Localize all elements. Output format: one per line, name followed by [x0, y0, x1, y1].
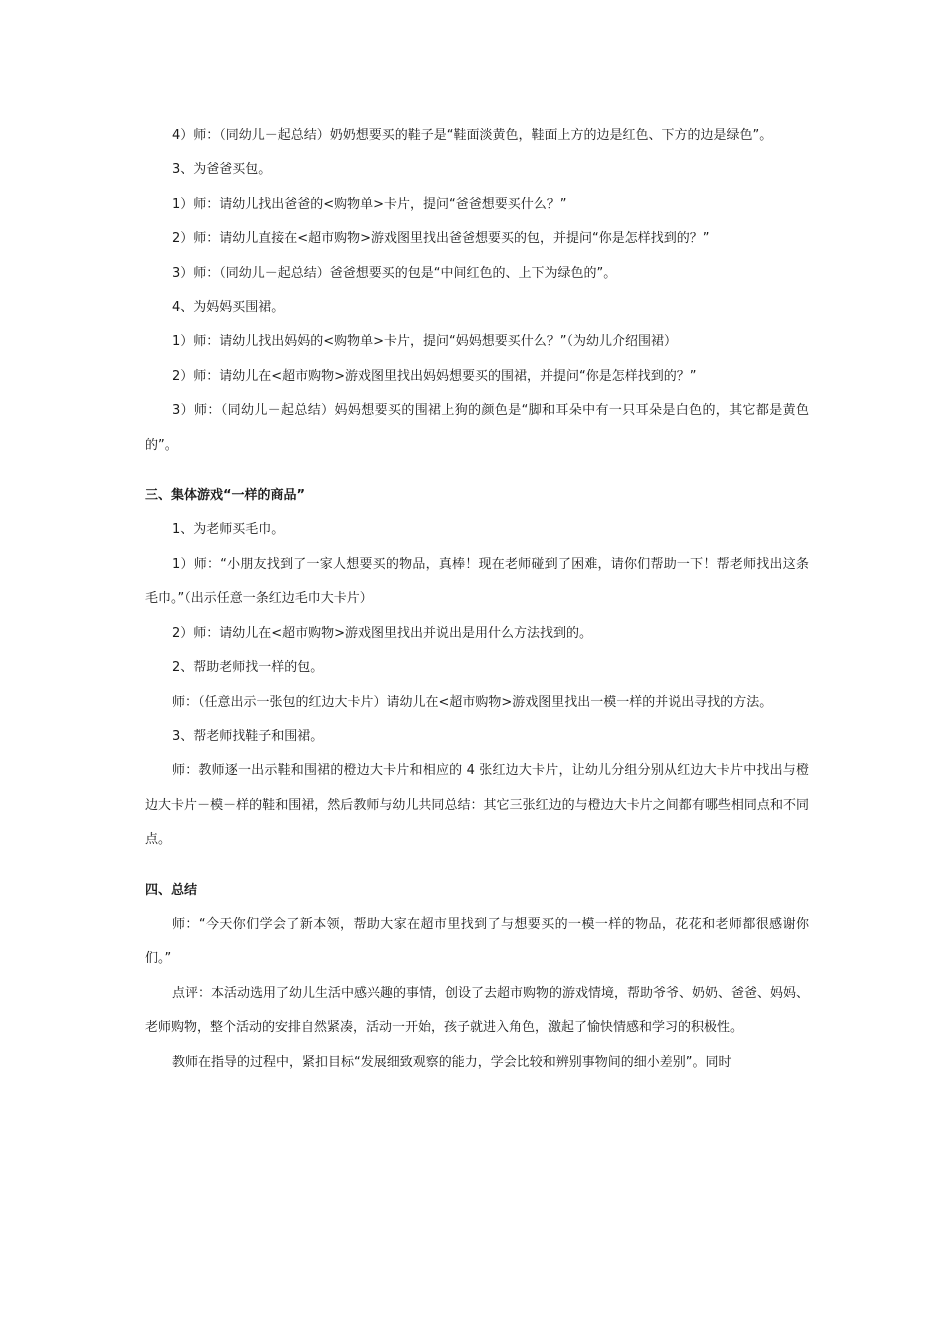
paragraph: 师：“今天你们学会了新本领，帮助大家在超市里找到了与想要买的一模一样的物品，花花和老师都很感谢你们。”: [145, 916, 809, 967]
paragraph: 师：教师逐一出示鞋和围裙的橙边大卡片和相应的 4 张红边大卡片，让幼儿分组分别从红边大卡片中找出与橙边大卡片－模－样的鞋和围裙，然后教师与幼儿共同总结：其它三张红边的与橙边大卡片之间都有哪些相同点和不同点。: [145, 763, 809, 848]
paragraph: 3、帮老师找鞋子和围裙。: [172, 728, 324, 744]
paragraph: 3）师：（同幼儿－起总结）妈妈想要买的围裙上狗的颜色是“脚和耳朵中有一只耳朵是白色的，其它都是黄色的”。: [145, 403, 809, 453]
paragraph: 2）师：请幼儿在<超市购物>游戏图里找出妈妈想要买的围裙，并提问“你是怎样找到的？”: [172, 368, 697, 384]
paragraph: 3）师：（同幼儿－起总结）爸爸想要买的包是“中间红色的、上下为绿色的”。: [172, 265, 617, 281]
paragraph: 1、为老师买毛巾。: [172, 522, 285, 538]
paragraph: 4）师：（同幼儿－起总结）奶奶想要买的鞋子是“鞋面淡黄色，鞋面上方的边是红色、下方的边是绿色”。: [172, 128, 773, 143]
paragraph: 2）师：请幼儿在<超市购物>游戏图里找出并说出是用什么方法找到的。: [172, 625, 593, 641]
paragraph: 1）师：请幼儿找出妈妈的<购物单>卡片，提问“妈妈想要买什么？”（为幼儿介绍围裙）: [172, 334, 678, 350]
paragraph: 点评：本活动选用了幼儿生活中感兴趣的事情，创设了去超市购物的游戏情境，帮助爷爷、奶奶、爸爸、妈妈、老师购物，整个活动的安排自然紧凑，活动一开始，孩子就进入角色，激起了愉快情感和学习的积极性。: [145, 985, 810, 1036]
section-heading: 三、集体游戏“一样的商品”: [145, 488, 306, 504]
paragraph: 1）师：“小朋友找到了一家人想要买的物品，真棒！现在老师碰到了困难，请你们帮助一下！帮老师找出这条毛巾。”（出示任意一条红边毛巾大卡片）: [145, 556, 809, 607]
paragraph: 教师在指导的过程中，紧扣目标“发展细致观察的能力，学会比较和辨别事物间的细小差别”。同时: [172, 1054, 732, 1070]
document-body: [145, 119, 809, 1080]
paragraph: 3、为爸爸买包。: [172, 162, 272, 178]
paragraph: 4、为妈妈买围裙。: [172, 300, 285, 316]
section-heading: 四、总结: [145, 882, 198, 898]
paragraph: 师：（任意出示一张包的红边大卡片）请幼儿在<超市购物>游戏图里找出一模一样的并说出寻找的方法。: [172, 694, 773, 710]
paragraph: 2）师：请幼儿直接在<超市购物>游戏图里找出爸爸想要买的包，并提问“你是怎样找到的？”: [172, 231, 710, 247]
paragraph: 2、帮助老师找一样的包。: [172, 660, 324, 676]
paragraph: 1）师：请幼儿找出爸爸的<购物单>卡片，提问“爸爸想要买什么？”: [172, 196, 567, 212]
